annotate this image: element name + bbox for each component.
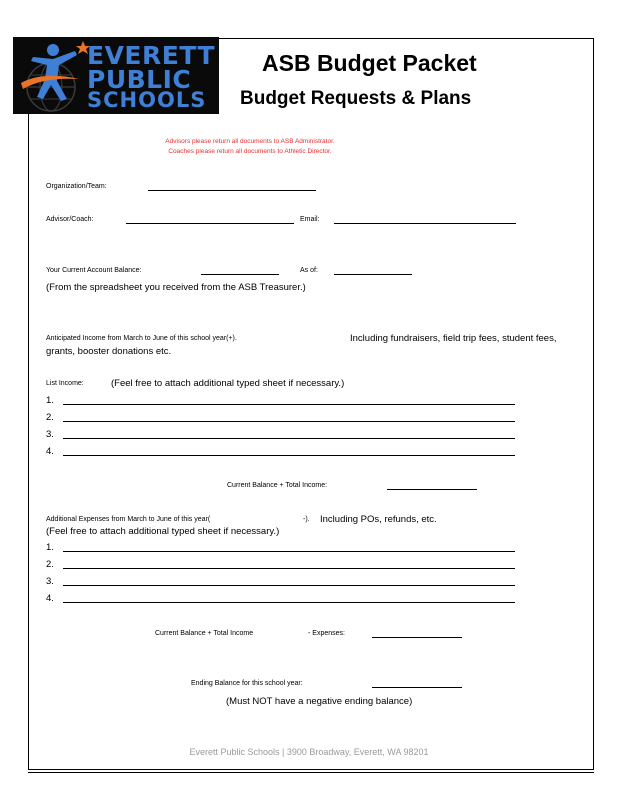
current-total-field[interactable] xyxy=(387,489,477,490)
expense-item-number: 4. xyxy=(46,593,54,604)
income-item-number: 3. xyxy=(46,429,54,440)
ending-balance-label: Ending Balance for this school year: xyxy=(191,680,303,687)
district-logo xyxy=(13,37,219,114)
calc-field[interactable] xyxy=(372,637,462,638)
ending-balance-note: (Must NOT have a negative ending balance) xyxy=(226,696,413,707)
income-item-field[interactable] xyxy=(63,455,515,456)
ending-balance-field[interactable] xyxy=(372,687,462,688)
advisor-field[interactable] xyxy=(126,223,294,224)
balance-note: (From the spreadsheet you received from the ASB Treasurer.) xyxy=(46,282,306,293)
expense-item-number: 2. xyxy=(46,559,54,570)
income-item-field[interactable] xyxy=(63,404,515,405)
income-item-number: 2. xyxy=(46,412,54,423)
current-total-label: Current Balance + Total Income: xyxy=(227,482,328,489)
expense-item-field[interactable] xyxy=(63,568,515,569)
income-item-number: 1. xyxy=(46,395,54,406)
income-item-number: 4. xyxy=(46,446,54,457)
list-income-label: List Income: xyxy=(46,380,84,387)
minus-expenses-label: - Expenses: xyxy=(308,630,345,637)
expense-item-field[interactable] xyxy=(63,585,515,586)
income-note-cont: grants, booster donations etc. xyxy=(46,346,172,357)
expenses-label-end: -). xyxy=(303,516,310,523)
income-item-field[interactable] xyxy=(63,438,515,439)
calc-label: Current Balance + Total Income xyxy=(155,630,254,637)
asof-field[interactable] xyxy=(334,274,412,275)
logo-word-public: PUBLIC xyxy=(87,65,192,94)
advisor-label: Advisor/Coach: xyxy=(46,216,94,223)
coach-notice: Coaches please return all documents to Athletic Director. xyxy=(168,148,332,155)
logo-word-schools: SCHOOLS xyxy=(87,88,207,112)
page-subtitle: Budget Requests & Plans xyxy=(240,88,472,109)
email-field[interactable] xyxy=(334,223,516,224)
income-item-field[interactable] xyxy=(63,421,515,422)
expense-item-number: 1. xyxy=(46,542,54,553)
logo-word-everett: EVERETT xyxy=(87,41,216,70)
bottom-rule xyxy=(28,772,594,773)
expenses-label: Additional Expenses from March to June of this year( xyxy=(46,516,211,523)
balance-label: Your Current Account Balance: xyxy=(46,267,142,274)
asof-label: As of: xyxy=(300,267,318,274)
list-income-note: (Feel free to attach additional typed sheet if necessary.) xyxy=(111,378,345,389)
org-label: Organization/Team: xyxy=(46,183,107,190)
page-title: ASB Budget Packet xyxy=(262,50,477,76)
expense-item-field[interactable] xyxy=(63,602,515,603)
email-label: Email: xyxy=(300,216,320,223)
org-field[interactable] xyxy=(148,190,316,191)
page-footer: Everett Public Schools | 3900 Broadway, Everett, WA 98201 xyxy=(189,747,429,757)
expense-item-number: 3. xyxy=(46,576,54,587)
expense-item-field[interactable] xyxy=(63,551,515,552)
balance-field[interactable] xyxy=(201,274,279,275)
income-label: Anticipated Income from March to June of this school year(+). xyxy=(46,335,237,342)
advisor-notice: Advisors please return all documents to ASB Administrator. xyxy=(165,138,335,145)
expenses-note: (Feel free to attach additional typed sheet if necessary.) xyxy=(46,526,280,537)
expenses-inline-note: Including POs, refunds, etc. xyxy=(320,514,437,525)
income-note: Including fundraisers, field trip fees, student fees, xyxy=(350,333,557,344)
